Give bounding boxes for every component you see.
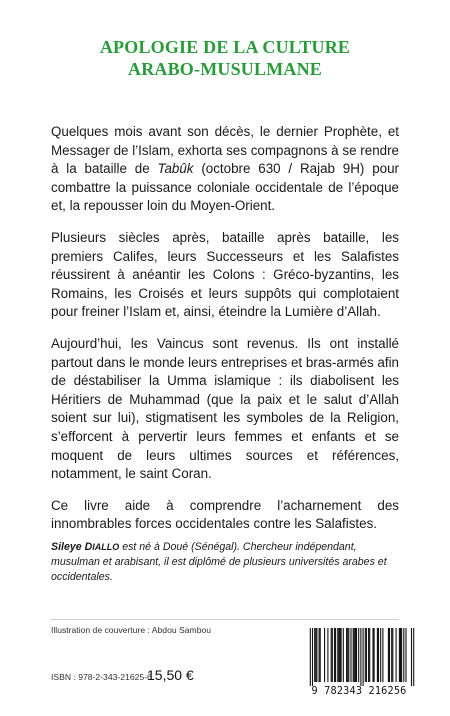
barcode-bar bbox=[358, 628, 359, 682]
barcode-icon bbox=[300, 628, 418, 686]
barcode-bar bbox=[350, 628, 351, 682]
barcode-bar bbox=[355, 628, 356, 682]
barcode-bar bbox=[378, 628, 379, 682]
barcode-bar bbox=[320, 628, 321, 682]
barcode-bar bbox=[327, 628, 328, 682]
author-last-name-rest: IALLO bbox=[92, 542, 120, 552]
divider bbox=[51, 619, 399, 620]
barcode-bar bbox=[363, 628, 364, 686]
paragraph-3: Aujourd’hui, les Vaincus sont revenus. Ils ont installé partout dans le monde leurs entreprises et bras-armés afin de déstabiliser la Umma islamique : ils diabolisent les Héritiers de Muhammad (que la paix et le salut d’Allah soient sur lui), stigmatisent les symboles de la Religion, s’efforcent à pervertir leurs femmes et enfants et se moquent de leurs ultimes sources et références, notamment, le saint Coran. bbox=[51, 335, 399, 482]
barcode-bar bbox=[334, 628, 335, 682]
barcode-bar bbox=[324, 628, 325, 682]
barcode-bar bbox=[354, 628, 355, 682]
barcode-bar bbox=[353, 628, 354, 682]
price-text: 15,50 € bbox=[147, 667, 194, 683]
barcode-bar bbox=[335, 628, 336, 682]
book-title bbox=[0, 36, 450, 80]
book-title-line-2: ARABO-MUSULMANE bbox=[128, 59, 322, 79]
barcode-bar bbox=[319, 628, 320, 682]
barcode-bar bbox=[346, 628, 347, 682]
paragraph-1 bbox=[51, 123, 399, 216]
author-first-name: Sileye bbox=[51, 541, 82, 553]
barcode-bar bbox=[369, 628, 370, 682]
barcode-bar bbox=[338, 628, 339, 682]
illustration-credit: Illustration de couverture : Abdou Sambou bbox=[51, 625, 212, 635]
barcode-bar bbox=[400, 628, 401, 682]
barcode-bar bbox=[310, 628, 311, 686]
barcode-bar bbox=[337, 628, 338, 682]
author-name bbox=[51, 541, 119, 553]
barcode-bar bbox=[368, 628, 369, 682]
barcode-bar bbox=[374, 628, 375, 682]
barcode-bar bbox=[343, 628, 344, 682]
paragraph-1-end: (octobre 630 / Rajab 9H) pour combattre la puissance coloniale occidentale de l’époque et, la repousser loin du Moyen-Orient. bbox=[51, 161, 399, 214]
barcode bbox=[300, 628, 418, 702]
book-title-line-1: APOLOGIE DE LA CULTURE bbox=[99, 37, 351, 57]
barcode-bar bbox=[388, 628, 389, 682]
barcode-bar bbox=[377, 628, 378, 682]
barcode-bar bbox=[312, 628, 313, 686]
barcode-bar bbox=[348, 628, 349, 682]
barcode-bar bbox=[366, 628, 367, 682]
paragraph-2: Plusieurs siècles après, bataille après bataille, les premiers Califes, leurs Successeurs et les Salafistes réussirent à anéantir les Colons : Gréco-byzantins, les Romains, les Croisés et leurs suppôts qui complotaient pour freiner l’Islam et, ainsi, éteindre la Lumière d’Allah. bbox=[51, 229, 399, 320]
barcode-bar bbox=[411, 628, 412, 686]
author-bio-text: est né à Doué (Sénégal). Chercheur indépendant, musulman et arabisant, il est diplômé de plusieurs universités arabes et occidentales. bbox=[51, 541, 387, 583]
barcode-bar bbox=[389, 628, 390, 682]
barcode-bar bbox=[347, 628, 348, 682]
author-last-name-initial: D bbox=[84, 541, 93, 553]
barcode-bar bbox=[399, 628, 400, 682]
barcode-bar bbox=[380, 628, 381, 682]
barcode-bar bbox=[391, 628, 392, 682]
barcode-bar bbox=[396, 628, 397, 682]
back-cover-text bbox=[51, 123, 399, 547]
barcode-bar bbox=[413, 628, 414, 686]
barcode-bar bbox=[339, 628, 340, 682]
barcode-bar bbox=[392, 628, 393, 682]
barcode-bar bbox=[382, 628, 383, 682]
barcode-bar bbox=[360, 628, 361, 686]
barcode-bar bbox=[316, 628, 317, 682]
barcode-bar bbox=[341, 628, 342, 682]
barcode-digits: 9 782343 216256 bbox=[311, 686, 407, 697]
isbn-text: ISBN : 978-2-343-21625-6 bbox=[51, 672, 152, 682]
barcode-bar bbox=[401, 628, 402, 682]
tabuk-italic: Tabûk bbox=[157, 161, 194, 177]
barcode-bar bbox=[331, 628, 332, 682]
barcode-bar bbox=[372, 628, 373, 682]
barcode-bar bbox=[356, 628, 357, 682]
barcode-bar bbox=[405, 628, 406, 682]
barcode-bar bbox=[403, 628, 404, 682]
paragraph-4: Ce livre aide à comprendre l’acharnement des innombrables forces occidentales contre les Salafistes. bbox=[51, 497, 399, 532]
barcode-bar bbox=[315, 628, 316, 682]
author-bio bbox=[51, 540, 403, 585]
paragraph-1-start: Quelques mois avant son décès, le dernier Prophète, et Messager de l’Islam, exhorta ses compagnons à se rendre à la bataille de bbox=[51, 124, 399, 177]
barcode-bar bbox=[314, 628, 315, 682]
barcode-bar bbox=[332, 628, 333, 682]
barcode-bar bbox=[365, 628, 366, 682]
